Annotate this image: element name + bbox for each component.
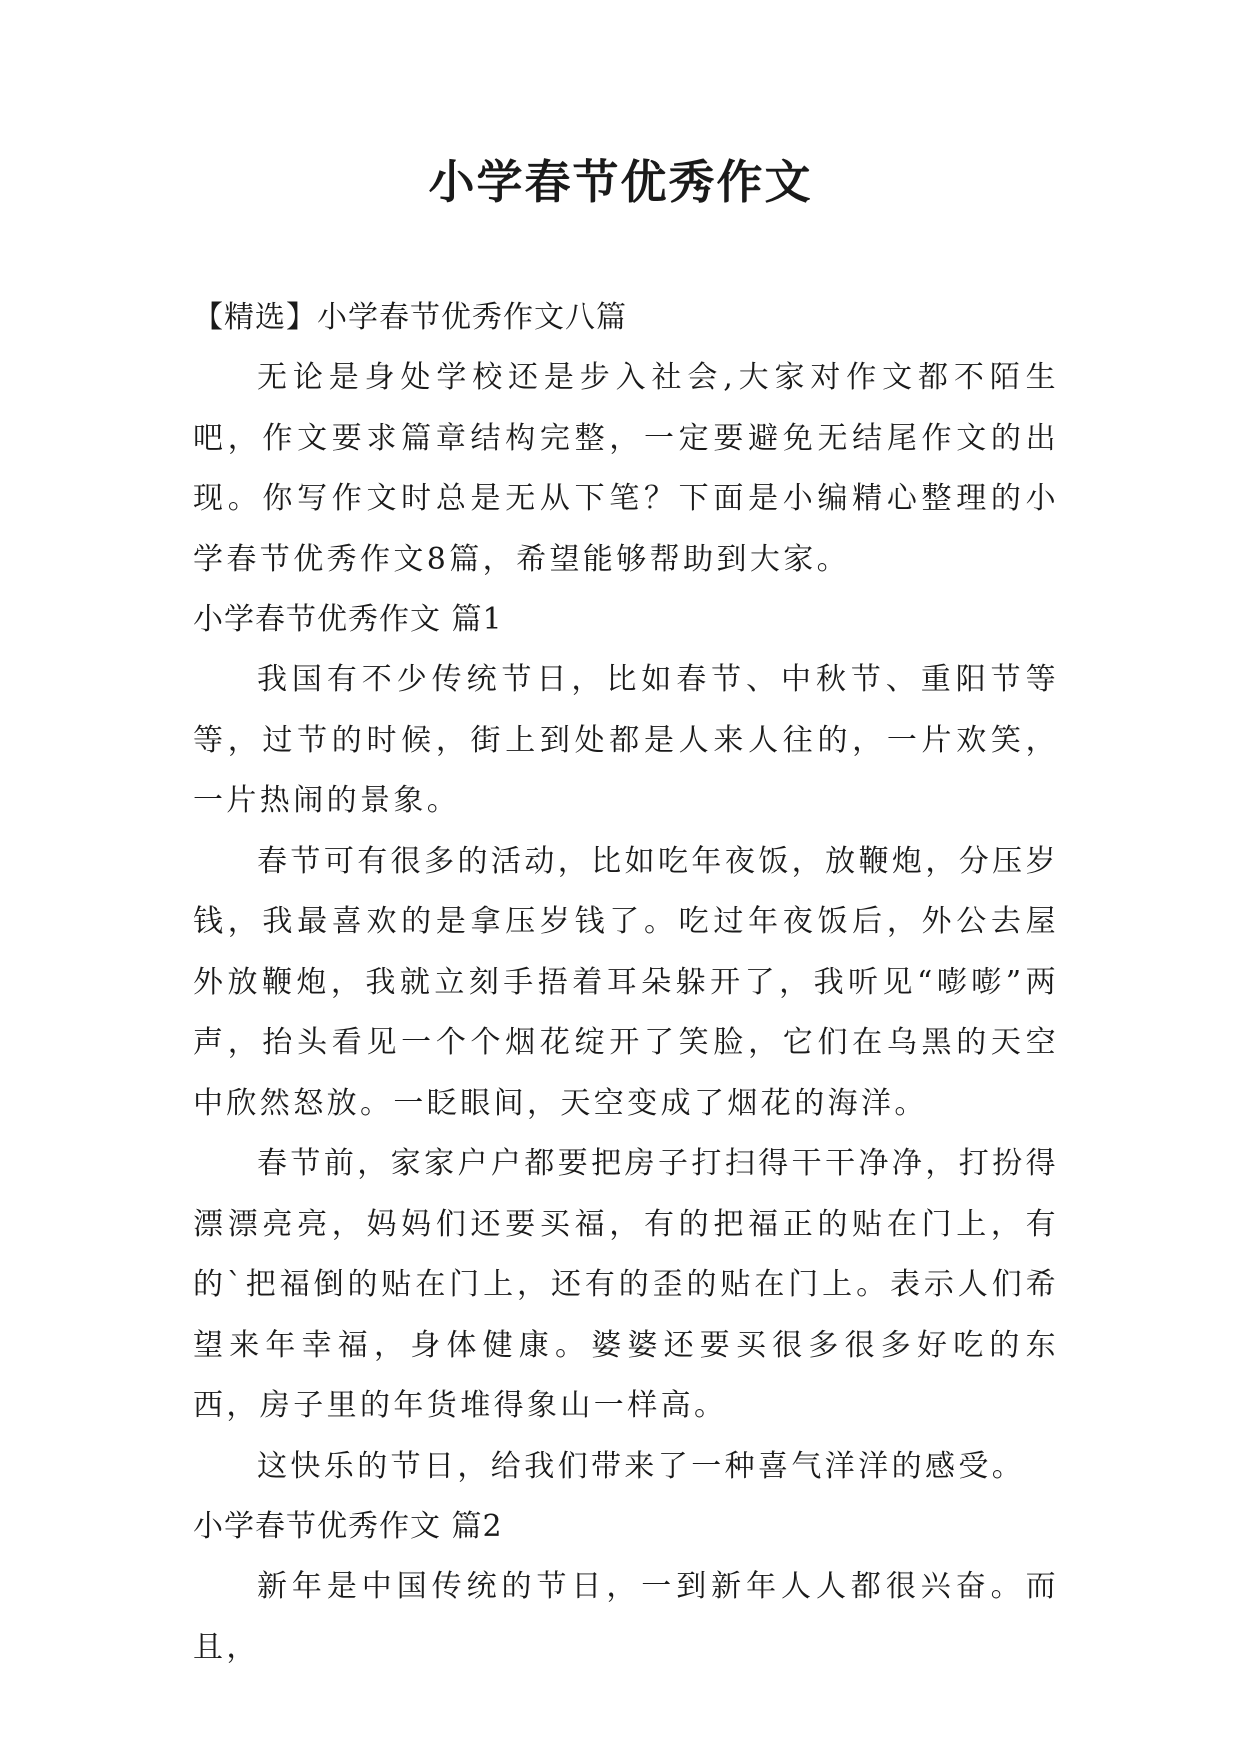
document-title: 小学春节优秀作文 bbox=[428, 155, 813, 209]
section-heading: 小学春节优秀作文 篇1 bbox=[193, 602, 503, 637]
intro-paragraph: 无论是身处学校还是步入社会,大家对作文都不陌生吧，作文要求篇章结构完整，一定要避免无结尾作文的出现。你写作文时总是无从下笔？下面是小编精心整理的小学春节优秀作文8篇，希望能够帮助到大家。 bbox=[193, 360, 1059, 577]
document-body bbox=[193, 288, 1059, 1678]
section-paragraph: 我国有不少传统节日，比如春节、中秋节、重阳节等等，过节的时候，街上到处都是人来人往的，一片欢笑，一片热闹的景象。 bbox=[193, 662, 1059, 818]
document-subtitle: 【精选】小学春节优秀作文八篇 bbox=[193, 300, 627, 335]
section-paragraph: 春节可有很多的活动，比如吃年夜饭，放鞭炮，分压岁钱，我最喜欢的是拿压岁钱了。吃过年夜饭后，外公去屋外放鞭炮，我就立刻手捂着耳朵躲开了，我听见“嘭嘭”两声，抬头看见一个个烟花绽开了笑脸，它们在乌黑的天空中欣然怒放。一眨眼间，天空变成了烟花的海洋。 bbox=[193, 843, 1059, 1121]
section-paragraph: 新年是中国传统的节日，一到新年人人都很兴奋。而且， bbox=[193, 1569, 1059, 1665]
section-paragraph: 春节前，家家户户都要把房子打扫得干干净净，打扮得漂漂亮亮，妈妈们还要买福，有的把福正的贴在门上，有的`把福倒的贴在门上，还有的歪的贴在门上。表示人们希望来年幸福，身体健康。婆婆还要买很多很多好吃的东西，房子里的年货堆得象山一样高。 bbox=[193, 1146, 1059, 1423]
section-paragraph: 这快乐的节日，给我们带来了一种喜气洋洋的感受。 bbox=[257, 1448, 1026, 1484]
section-heading: 小学春节优秀作文 篇2 bbox=[193, 1509, 503, 1544]
